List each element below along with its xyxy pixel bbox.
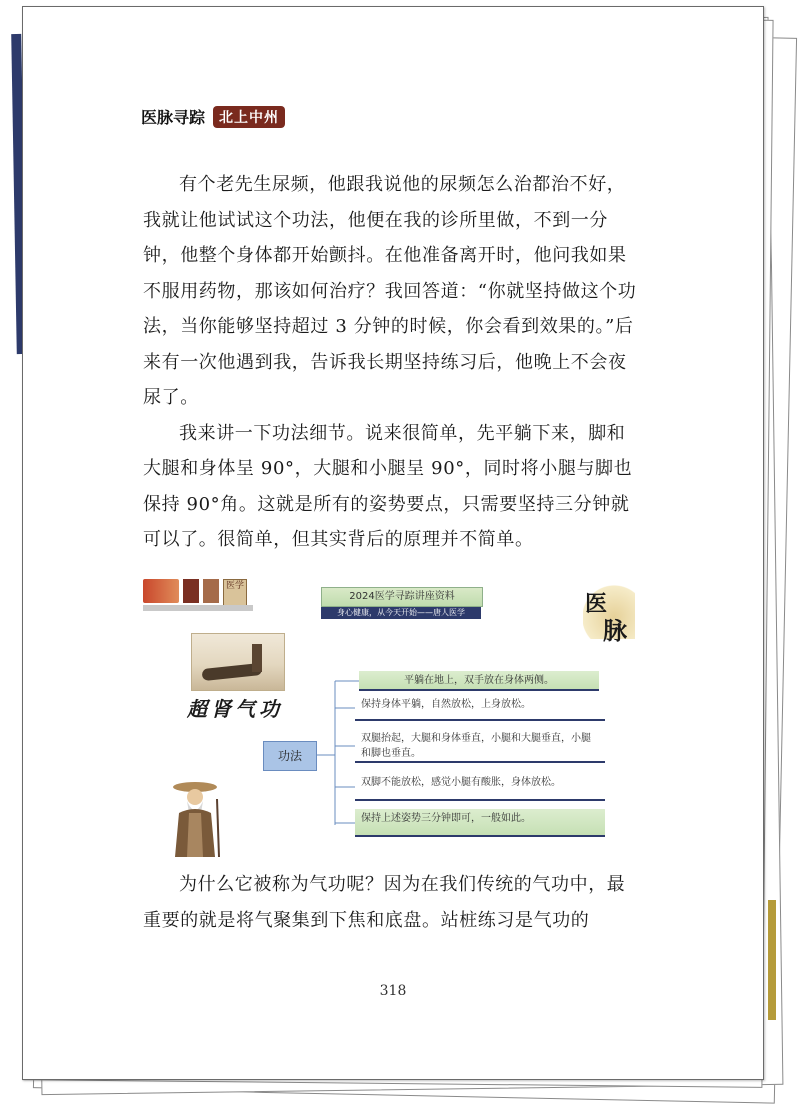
calligraphy-title: 超肾气功 <box>187 697 283 721</box>
badge-char: 脉 <box>603 616 627 645</box>
running-header <box>141 105 285 128</box>
paragraph: 有个老先生尿频，他跟我说他的尿频怎么治都治不好，我就让他试试这个功法，他便在我的诊所里做，不到一分钟，他整个身体都开始颤抖。在他准备离开时，他问我如果不服用药物，那该如何治疗？我回答道：“你就坚持做这个功法，当你能够坚持超过 3 分钟的时候，你会看到效果的。”后来有一次他遇到我，告诉我长期坚持练习后，他晚上不会夜尿了。 <box>143 174 637 408</box>
logo-seal: 医学 <box>223 579 247 607</box>
paragraph: 我来讲一下功法细节。说来很简单，先平躺下来，脚和大腿和身体呈 90°，大腿和小腿呈 90°，同时将小腿与脚也保持 90°角。这就是所有的姿势要点，只需要坚持三分钟就可以了。很简单，但其实背后的原理并不简单。 <box>143 422 633 550</box>
book-page <box>22 6 764 1080</box>
body-text-top <box>143 167 643 558</box>
method-step: 平躺在地上，双手放在身体两侧。 <box>359 671 599 691</box>
method-step: 双脚不能放松，感觉小腿有酸胀，身体放松。 <box>355 773 605 801</box>
badge-char: 医 <box>585 591 608 617</box>
slide-title-banner: 2024医学寻踪讲座资料 <box>321 587 483 607</box>
method-step: 双腿抬起，大腿和身体垂直，小腿和大腿垂直，小腿和脚也垂直。 <box>355 729 605 763</box>
page-number: 318 <box>379 983 407 999</box>
body-text-bottom <box>143 867 643 938</box>
paragraph: 为什么它被称为气功呢？因为在我们传统的气功中，最重要的就是将气聚集到下焦和底盘。站桩练习是气功的 <box>143 874 626 931</box>
method-step: 保持上述姿势三分钟即可，一般如此。 <box>355 809 605 837</box>
slide-subtitle: 身心健康，从今天开始——唐人医学 <box>321 607 481 619</box>
page-stack-edge-gold <box>768 900 776 1020</box>
book-title: 医脉寻踪 <box>141 108 206 127</box>
method-step: 保持身体平躺，自然放松，上身放松。 <box>355 695 605 721</box>
slide-figure <box>143 575 633 865</box>
sage-illustration <box>163 779 227 859</box>
method-box: 功法 <box>263 741 317 771</box>
section-badge: 北上中州 <box>213 106 285 128</box>
